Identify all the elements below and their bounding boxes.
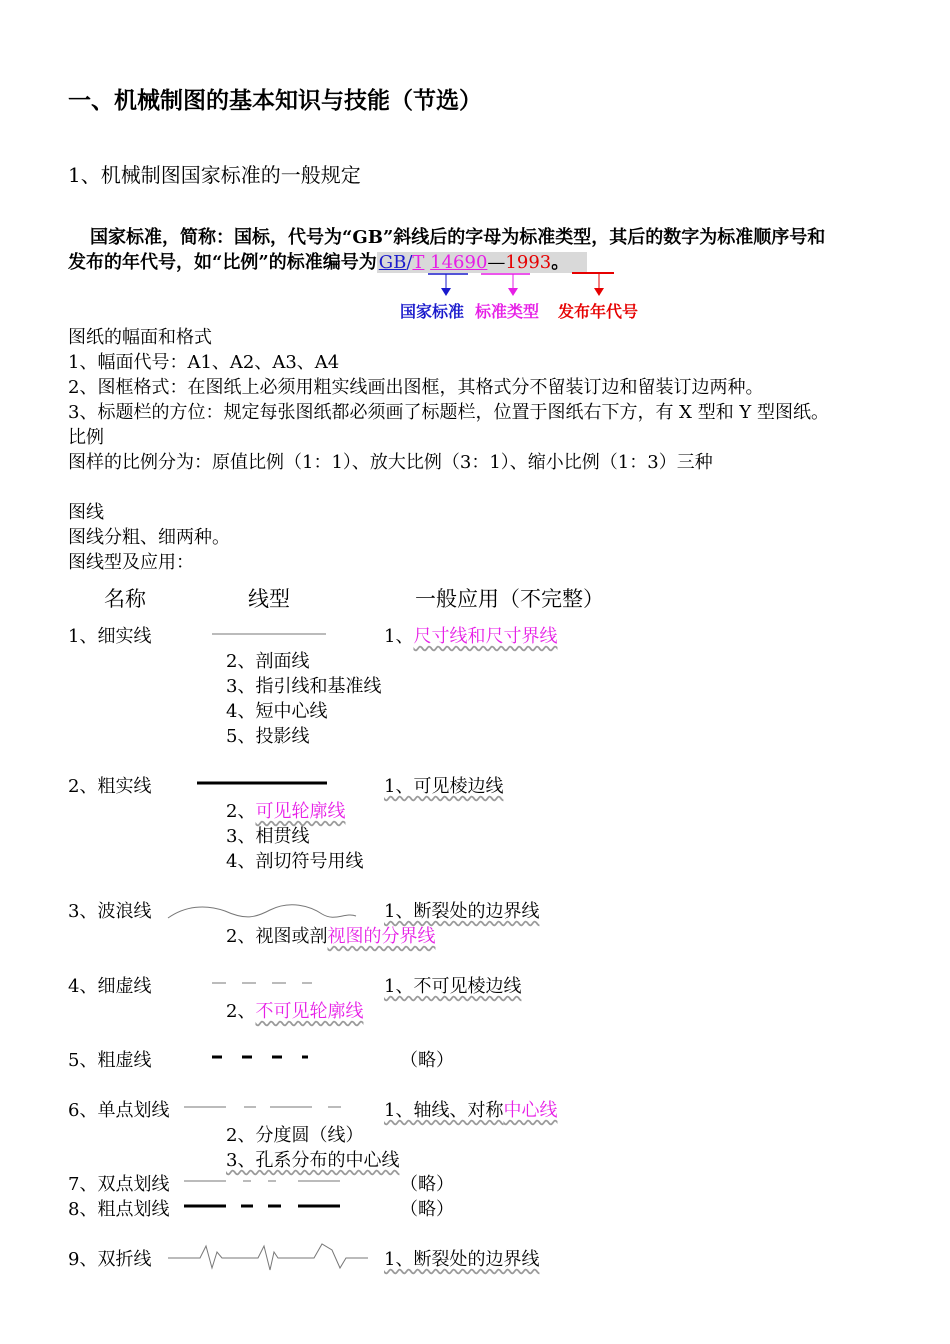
row-6-usage-1-b: 中心线 [503, 1100, 558, 1121]
double-dash-dot-line-sample [0, 1176, 950, 1186]
row-9-name: 9、双折线 [68, 1249, 152, 1270]
row-2-usage-2-num: 2、 [226, 801, 256, 822]
row-1-name: 1、细实线 [68, 626, 152, 647]
std-gb: GB [378, 252, 407, 273]
row-9-usage-1: 1、断裂处的边界线 [384, 1249, 540, 1270]
scale-text: 图样的比例分为：原值比例（1：1）、放大比例（3：1）、缩小比例（1：3）三种 [68, 452, 713, 473]
row-4-usage-1: 1、不可见棱边线 [384, 976, 522, 997]
col-usage-header: 一般应用（不完整） [415, 587, 604, 611]
row-4-usage-2-num: 2、 [226, 1001, 256, 1022]
row-2-usage-2 [226, 799, 345, 824]
row-2-usage-1: 1、可见棱边线 [384, 776, 504, 797]
row-3-usage-2-a: 2、视图或剖 [226, 926, 328, 947]
row-4-name: 4、细虚线 [68, 976, 152, 997]
section-heading: 1、机械制图国家标准的一般规定 [68, 163, 361, 187]
row-2-usage-2-text: 可见轮廓线 [255, 801, 346, 822]
row-7-usage: （略） [400, 1174, 454, 1195]
page-title: 一、机械制图的基本知识与技能（节选） [68, 87, 482, 114]
col-type-header: 线型 [248, 587, 290, 611]
thick-dash-dot-line-sample [0, 1201, 950, 1211]
row-6-usage-1 [384, 1098, 557, 1123]
std-year: 1993 [505, 252, 552, 273]
row-2-usage-3: 3、相贯线 [226, 826, 310, 847]
std-period: 。 [551, 252, 570, 273]
row-6-usage-3: 3、孔系分布的中心线 [226, 1150, 400, 1171]
row-8-usage: （略） [400, 1199, 454, 1220]
row-6-name: 6、单点划线 [68, 1100, 170, 1121]
lines-heading: 图线 [68, 502, 104, 523]
row-3-usage-2-b: 视图的分界线 [327, 926, 436, 947]
std-dash: — [487, 252, 506, 273]
thick-dashed-line-sample [0, 1052, 950, 1062]
row-4-usage-2-text: 不可见轮廓线 [255, 1001, 364, 1022]
row-1-usage-1-num: 1、 [384, 626, 414, 647]
row-6-usage-2: 2、分度圆（线） [226, 1125, 364, 1146]
row-2-name: 2、粗实线 [68, 776, 152, 797]
label-year: 发布年代号 [558, 302, 639, 321]
row-4-usage-2 [226, 999, 363, 1024]
row-1-usage-1 [384, 624, 557, 649]
row-3-usage-1: 1、断裂处的边界线 [384, 901, 540, 922]
std-num: 14690 [430, 252, 488, 273]
label-standard-type: 标准类型 [475, 302, 540, 321]
row-7-name: 7、双点划线 [68, 1174, 170, 1195]
paper-item-1: 1、幅面代号：A1、A2、A3、A4 [68, 352, 340, 373]
row-3-name: 3、波浪线 [68, 901, 152, 922]
lines-desc: 图线分粗、细两种。 [68, 527, 230, 548]
row-5-name: 5、粗虚线 [68, 1050, 152, 1071]
row-3-usage-2 [226, 924, 435, 949]
row-2-usage-4: 4、剖切符号用线 [226, 851, 364, 872]
row-1-usage-3: 3、指引线和基准线 [226, 676, 382, 697]
row-1-usage-4: 4、短中心线 [226, 701, 328, 722]
row-8-name: 8、粗点划线 [68, 1199, 170, 1220]
intro-line-1: 国家标准，简称：国标，代号为“GB”斜线后的字母为标准类型，其后的数字为标准顺序号和 [90, 227, 826, 248]
scale-heading: 比例 [68, 427, 104, 448]
std-type: T [412, 252, 425, 273]
paper-item-3: 3、标题栏的方位：规定每张图纸都必须画了标题栏，位置于图纸右下方，有 X 型和 Y 型图纸。 [68, 402, 830, 423]
paper-item-2: 2、图框格式：在图纸上必须用粗实线画出图框，其格式分不留装订边和留装订边两种。 [68, 377, 764, 398]
label-national-standard: 国家标准 [400, 302, 465, 321]
row-1-usage-1-text: 尺寸线和尺寸界线 [413, 626, 558, 647]
row-6-usage-1-a: 1、轴线、对称 [384, 1100, 504, 1121]
intro-line-2-prefix: 发布的年代号，如“比例”的标准编号为 [68, 252, 377, 273]
col-name-header: 名称 [104, 587, 146, 611]
lines-sub: 图线型及应用： [68, 552, 194, 573]
row-5-usage: （略） [400, 1050, 454, 1071]
paper-heading: 图纸的幅面和格式 [68, 327, 212, 348]
row-1-usage-5: 5、投影线 [226, 726, 310, 747]
std-slash: / [406, 252, 413, 273]
row-1-usage-2: 2、剖面线 [226, 651, 310, 672]
